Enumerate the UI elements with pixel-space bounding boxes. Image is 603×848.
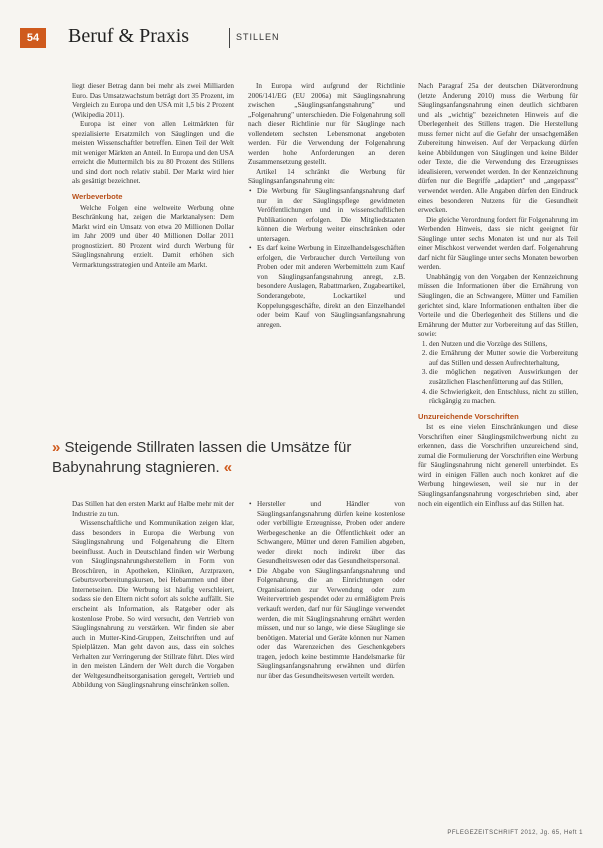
list-item: • Hersteller und Händler von Säuglingsanfangsnahrung dürfen keine kostenlose oder verbilligte Erzeugnisse, Proben oder andere Werbegeschenke an die Öffentlichkeit oder an Schwangere, Mütter und deren Familien abgeben, weder direkt noch indirekt über das Gesundheitswesen oder das Gesundheitspersonal. (257, 500, 405, 567)
list-item: • Die Abgabe von Säuglingsanfangsnahrung und Folgenahrung, die an Einrichtungen oder Organisationen zur Verwendung oder zum Weitervertrieb gespendet oder zu ermäßigtem Preis verkauft werden, darf nur für Säuglinge verwendet werden, die mit Säuglingsnahrung ernährt werden müssen, und nur so lange, wie diese Säuglinge sie benötigen. Material und Geräte können nur Namen oder das Warenzeichen des Geschenkgebers tragen, jedoch keine bestimmte Handelsmarke für Säuglingsanfangsnahrung erwähnen und dürfen nur über das Gesundheitswesen verteilt werden. (257, 567, 405, 682)
subheading-vorschriften: Unzureichende Vorschriften (418, 411, 519, 421)
paragraph: Europa ist einer von allen Leitmärkten für spezialisierte Ersatzmilch von Säuglingen und die meisten Wissenschaftler betreffen. Einen Teil der Welt mit weniger Märkten an Anteil. In Europa und den USA erreicht die Muttermilch bis zu 80 Prozent des Stillens und sind dort noch relativ stabil. Der Markt wird hier als gesättigt bezeichnet. (72, 120, 234, 186)
subsection-title: STILLEN (236, 32, 280, 42)
paragraph: Unabhängig von den Vorgaben der Kennzeichnung müssen die Informationen über die Ernährung von Säuglingen, die an Schwangere, Mütter und Familien gerichtet sind, klare Informationen enthalten über die Vorteile und die Überlegenheit des Stillens und die Ernährung der Mutter zur Vorbereitung auf das Stillen, sowie: (418, 272, 578, 339)
paragraph: Das Stillen hat den ersten Markt auf Halbe mehr mit der Industrie zu tun. (72, 500, 234, 518)
paragraph: Wissenschaftliche und Kommunikation zeigen klar, dass besonders in Europa die Werbung von Säuglingsnahrung und Folgenahrung die Eltern beeinflusst. Auch in Deutschland finden wir Werbung von Säuglingsnahrungsherstellern in Form von Broschüren, in Apotheken, Kliniken, Arztpraxen, Geburtsvorbereitungskursen, bei Hebammen und über Internetseiten. Die Werbung ist häufig verschleiert, sodass sie den Eltern nicht sofort als solche auffällt. Sie erscheint als Information, als Ratgeber oder als kostenlose Probe. So wird versucht, den Vertrieb von Säuglingsnahrung zu verstärken. Wir finden sie aber auch in Mutter-Kind-Gruppen, Zeitschriften und auf Spielplätzen. Man geht davon aus, dass ein solches Verhalten zur Verringerung der Stillrate führt. Dies wird in den meisten Ländern der Welt durch die Vorgaben der Weltgesundheitsorganisation geregelt, Vertrieb und Abbildung von Säuglingsnahrung einschränken sollen. (72, 519, 234, 690)
column-2-bottom (248, 500, 405, 681)
column-2-top (248, 82, 405, 330)
page-header (16, 25, 586, 50)
column-3 (418, 82, 578, 509)
page-number: 54 (20, 28, 46, 48)
list-item: 2. die Ernährung der Mutter sowie die Vorbereitung auf das Stillen und dessen Aufrechterhaltung, (429, 349, 578, 368)
pull-quote (52, 438, 352, 478)
column-1-bottom (72, 500, 234, 691)
bullet-list (248, 500, 405, 681)
footer: PFLEGEZEITSCHRIFT 2012, Jg. 65, Heft 1 (447, 830, 583, 836)
quote-open-icon: » (52, 439, 61, 456)
subheading-werbeverbote: Werbeverbote (72, 192, 123, 202)
paragraph: Artikel 14 schränkt die Werbung für Säuglingsanfangsnahrung ein: (248, 167, 405, 186)
paragraph: liegt dieser Betrag dann bei mehr als zwei Milliarden Euro. Das Umsatzwachstum beträgt dort 35 Prozent, im Vergleich zu Europa und den USA mit 1,5 bis 2 Prozent (Wikipedia 2011). (72, 82, 234, 119)
bullet-list (248, 187, 405, 330)
paragraph: Die gleiche Verordnung fordert für Folgenahrung im Werbenden Hinweis, dass sie nicht geeignet für Säuglinge unter sechs Monaten ist und nur als Teil einer Mischkost verwendet werden darf. Folgenahrung darf nicht für Säuglinge unter sechs Monaten beworben werden. (418, 215, 578, 272)
pull-quote-text: Steigende Stillraten lassen die Umsätze für Babynahrung stagnieren. (52, 439, 352, 476)
column-1-top (72, 82, 234, 270)
quote-close-icon: « (223, 459, 233, 476)
header-divider (229, 28, 230, 48)
list-item: • Es darf keine Werbung in Einzelhandelsgeschäften erfolgen, die Verbraucher durch Verteilung von Proben oder mit anderen Werbemitteln zum Kauf von Säuglingsanfangsnahrung anregt, z.B. besondere Auslagen, Rabattmarken, Zugabeartikel, Sonderangebote, Lockartikel und Koppelungsgeschäfte, direkt an den Einzelhandel oder beim Kauf von Säuglingsanfangsnahrung anregen. (257, 244, 405, 330)
list-item: 4. die Schwierigkeit, den Entschluss, nicht zu stillen, rückgängig zu machen. (429, 388, 578, 407)
paragraph: In Europa wird aufgrund der Richtlinie 2006/141/EG (EU 2006a) mit Säuglingsnahrung zwischen „Säuglingsanfangsnahrung" und „Folgenahrung" unterschieden. Die Folgenahrung soll nach dieser Richtlinie nur für Säuglinge nach vollendetem sechsten Lebensmonat angeboten werden. Für die Verwendung der Folgenahrung werden hohe Anforderungen an deren Zusammensetzung gestellt. (248, 82, 405, 167)
list-item: 1. den Nutzen und die Vorzüge des Stillens, (429, 340, 578, 350)
numbered-list (418, 340, 578, 407)
list-item: • Die Werbung für Säuglingsanfangsnahrung darf nur in der Säuglingspflege gewidmeten Veröffentlichungen und in wissenschaftlichen Publikationen erfolgen. Die Mitgliedstaaten können die Werbung weiter einschränken oder untersagen. (257, 187, 405, 244)
paragraph: Ist es eine vielen Einschränkungen und diese Vorschriften einer Säuglingsmilchwerbung nicht zu erkennen, dass die Vorschriften unzureichend sind, zumal die Formulierung der Vorschriften eine Werbung für Säuglingsnahrung nicht generell unterbindet. Es wird in einigen Fällen auch noch konkret auf die Werbung hingewiesen, weil sie nur in der Säuglingsanfangsnahrung vorgeschrieben sind, aber noch ein eigentlich ein Einfluss auf das Stillen hat. (418, 423, 578, 508)
paragraph: Nach Paragraf 25a der deutschen Diätverordnung (letzte Änderung 2010) muss die Werbung für Säuglingsanfangsnahrung einen deutlich sichtbaren und als „wichtig" bezeichneten Hinweis auf die Überlegenheit des Stillens tragen. Die Herstellung muss ferner nicht auf die Gefahr der unsachgemäßen Zubereitung hinweisen. Auf der Verpackung dürfen keine Abbildungen von Säuglingen und keine Bilder oder Texte, die die Verwendung des Erzeugnisses idealisieren, verwendet werden. In der Kennzeichnung dürfen nur die Begriffe „adaptiert" und „angepasst" verwendet werden. Alle Angaben dürfen den Eindruck eines besonderen Nutzens für die Gesundheit erwecken. (418, 82, 578, 215)
section-title: Beruf & Praxis (68, 25, 190, 47)
paragraph: Welche Folgen eine weltweite Werbung ohne Beschränkung hat, zeigen die Marktanalysen: Dem Markt wird ein Umsatz von etwa 20 Millionen Dollar im Jahr 2009 und über 40 Millionen Dollar 2011 prognostiziert. 80 Prozent wird durch Werbung für Säuglingsnahrung erzielt. Damit erhöhen sich Vermarktungsstrategien und Anteile am Markt. (72, 203, 234, 269)
list-item: 3. die möglichen negativen Auswirkungen der zusätzlichen Flaschenfütterung auf das Stillen, (429, 368, 578, 387)
